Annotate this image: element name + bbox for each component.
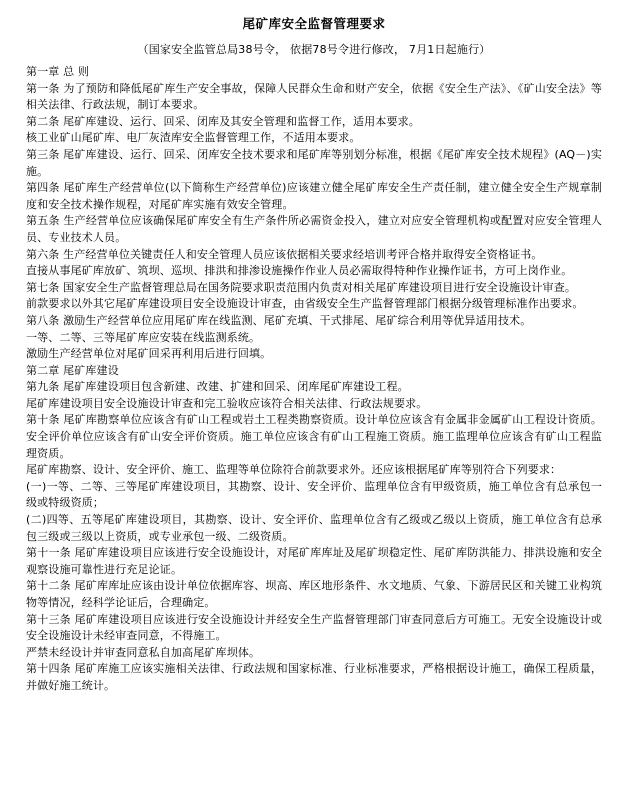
- paragraph: 第四条 尾矿库生产经营单位(以下简称生产经营单位)应该建立健全尾矿库安全生产责任制，建立健全安全生产规章制度和安全技术操作规程，对尾矿库实施有效安全管理。: [26, 181, 602, 211]
- paragraph: 第八条 激励生产经营单位应用尾矿库在线监测、尾矿充填、干式排尾、尾矿综合利用等优异适用技术。: [26, 313, 532, 327]
- paragraph: 第七条 国家安全生产监督管理总局在国务院要求职责范围内负责对相关尾矿库建设项目进行安全设施设计审查。: [26, 280, 576, 294]
- paragraph: 第十四条 尾矿库施工应该实施相关法律、行政法规和国家标准、行业标准要求，严格根据设计施工，确保工程质量，并做好施工统计。: [26, 662, 602, 692]
- paragraph: 第十条 尾矿库勘察单位应该含有矿山工程或岩土工程类勘察资质。设计单位应该含有金属非金属矿山工程设计资质。安全评价单位应该含有矿山安全评价资质。施工单位应该含有矿山工程施工资质。施工监理单位应该含有矿山工程监理资质。: [26, 413, 602, 460]
- page-title: 尾矿库安全监督管理要求: [242, 16, 386, 31]
- document-subtitle: （国家安全监管总局38号令， 依据78号令进行修改， 7月1日起施行）: [137, 43, 491, 56]
- paragraph: 前款要求以外其它尾矿库建设项目安全设施设计审查，由省级安全生产监督管理部门根据分级管理标准作出要求。: [26, 297, 584, 311]
- paragraph: 第六条 生产经营单位关键责任人和安全管理人员应该依据相关要求经培训考评合格并取得安全资格证书。: [26, 247, 543, 261]
- paragraph: (一)一等、二等、三等尾矿库建设项目，其勘察、设计、安全评价、监理单位含有甲级资质，施工单位含有总承包一级或特级资质；: [26, 479, 602, 510]
- paragraph: 第一条 为了预防和降低尾矿库生产安全事故，保障人民群众生命和财产安全，依据《安全生产法》、《矿山安全法》等相关法律、行政法规，制订本要求。: [26, 81, 602, 112]
- paragraph: 第二章 尾矿库建设: [26, 363, 119, 377]
- paragraph: 第三条 尾矿库建设、运行、回采、闭库安全技术要求和尾矿库等别划分标准，根据《尾矿库安全技术规程》(AQ－)实施。: [26, 147, 602, 178]
- paragraph: 第十三条 尾矿库建设项目应该进行安全设施设计并经安全生产监督管理部门审查同意后方可施工。无安全设施设计或安全设施设计未经审查同意，不得施工。: [26, 612, 602, 643]
- paragraph: 严禁未经设计并审查同意私自加高尾矿库坝体。: [26, 645, 261, 659]
- paragraph: 一等、二等、三等尾矿库应安装在线监测系统。: [26, 330, 261, 344]
- paragraph: (二)四等、五等尾矿库建设项目，其勘察、设计、安全评价、监理单位含有乙级或乙级以上资质，施工单位含有总承包三级或三级以上资质，或专业承包一级、二级资质。: [26, 513, 602, 543]
- paragraph: 核工业矿山尾矿库、电厂灰渣库安全监督管理工作，不适用本要求。: [26, 131, 361, 145]
- paragraph: 激励生产经营单位对尾矿回采再利用后进行回填。: [26, 347, 272, 361]
- paragraph: 尾矿库勘察、设计、安全评价、施工、监理等单位除符合前款要求外。还应该根据尾矿库等别符合下列要求：: [26, 463, 562, 477]
- paragraph: 第五条 生产经营单位应该确保尾矿库安全有生产条件所必需资金投入，建立对应安全管理机构或配置对应安全管理人员、专业技术人员。: [26, 214, 602, 244]
- paragraph: 直接从事尾矿库放矿、筑坝、巡坝、排洪和排渗设施操作作业人员必需取得特种作业操作证书，方可上岗作业。: [26, 264, 573, 278]
- paragraph: 尾矿库建设项目安全设施设计审查和完工验收应该符合相关法律、行政法规要求。: [26, 396, 428, 410]
- paragraph: 第九条 尾矿库建设项目包含新建、改建、扩建和回采、闭库尾矿库建设工程。: [26, 380, 409, 394]
- document-body: [26, 64, 602, 695]
- paragraph: 第十二条 尾矿库库址应该由设计单位依据库容、坝高、库区地形条件、水文地质、气象、下游居民区和关键工业构筑物等情况，经科学论证后，合理确定。: [26, 579, 602, 609]
- paragraph: 第二条 尾矿库建设、运行、回采、闭库及其安全管理和监督工作，适用本要求。: [26, 114, 420, 128]
- paragraph: 第一章 总 则: [26, 65, 90, 78]
- paragraph: 第十一条 尾矿库建设项目应该进行安全设施设计，对尾矿库库址及尾矿坝稳定性、尾矿库防洪能力、排洪设施和安全观察设施可靠性进行充足论证。: [26, 546, 602, 576]
